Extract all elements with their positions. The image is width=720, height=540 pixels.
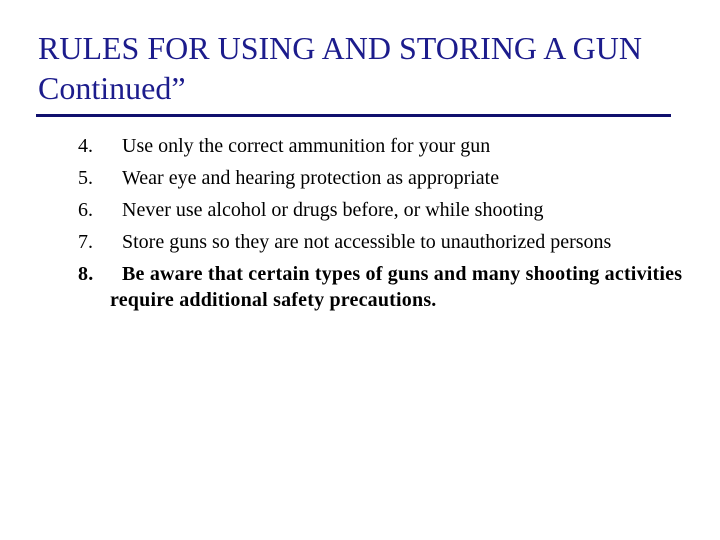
rule-text: Use only the correct ammunition for your gun bbox=[122, 135, 491, 157]
rule-text: Wear eye and hearing protection as appropriate bbox=[122, 167, 500, 189]
slide-title: RULES FOR USING AND STORING A GUN Continued” bbox=[38, 30, 642, 106]
rule-item-6 bbox=[78, 197, 688, 223]
rule-item-8 bbox=[78, 261, 688, 313]
rule-number: 4. bbox=[78, 135, 93, 157]
rule-text: Be aware that certain types of guns and many shooting activities require additional safety precautions. bbox=[110, 263, 683, 311]
rule-text: Never use alcohol or drugs before, or while shooting bbox=[122, 199, 544, 221]
rule-text: Store guns so they are not accessible to unauthorized persons bbox=[122, 231, 612, 253]
rule-item-4 bbox=[78, 133, 688, 159]
rule-number: 7. bbox=[78, 231, 93, 253]
title-divider bbox=[36, 114, 671, 117]
rule-number: 8. bbox=[78, 263, 94, 285]
rule-number: 6. bbox=[78, 199, 93, 221]
rules-list bbox=[78, 133, 688, 319]
rule-item-5 bbox=[78, 165, 688, 191]
rule-item-7 bbox=[78, 229, 688, 255]
rule-number: 5. bbox=[78, 167, 93, 189]
